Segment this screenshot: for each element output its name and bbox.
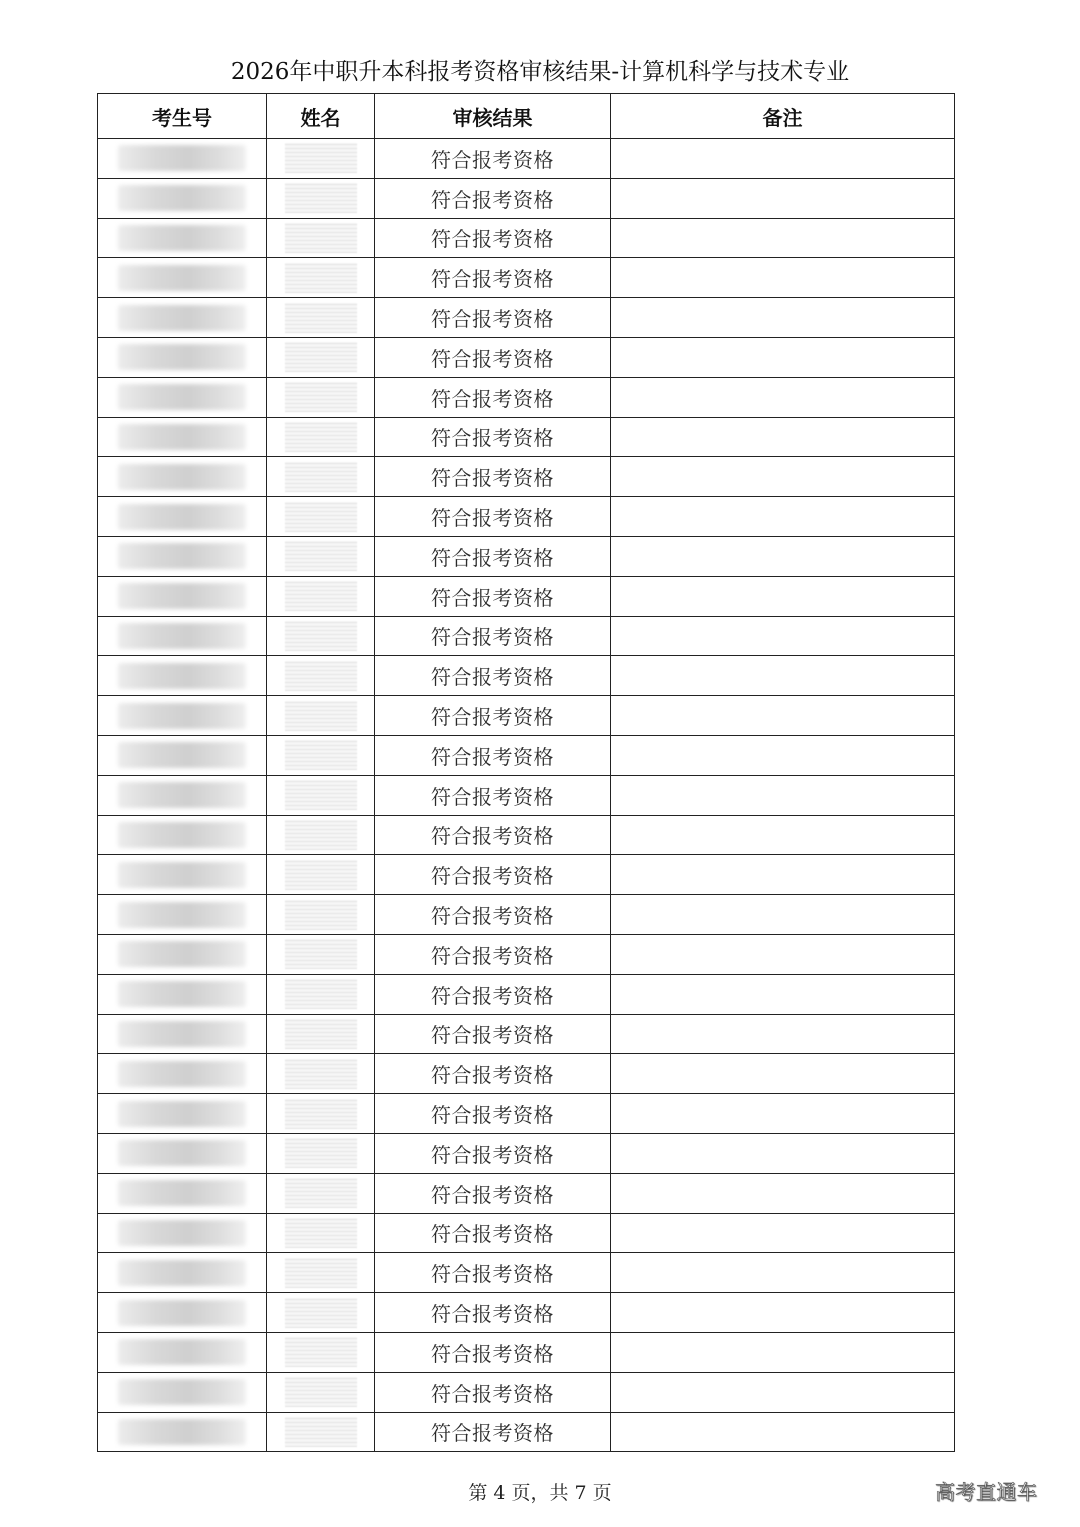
review-result-cell: 符合报考资格 (375, 974, 611, 1014)
redacted-candidate-number (118, 185, 246, 211)
candidate-number-cell (98, 656, 267, 696)
table-row (98, 656, 955, 696)
candidate-number-cell (98, 417, 267, 457)
table-row (98, 1253, 955, 1293)
document-title: 2026年中职升本科报考资格审核结果-计算机科学与技术专业 (230, 59, 850, 85)
review-result-cell: 符合报考资格 (375, 457, 611, 497)
remarks-cell (611, 417, 955, 457)
review-result-cell: 符合报考资格 (375, 656, 611, 696)
candidate-number-cell (98, 377, 267, 417)
redacted-name (285, 1178, 357, 1208)
candidate-number-cell (98, 815, 267, 855)
table-row (98, 696, 955, 736)
table-body (98, 139, 955, 1452)
review-result-cell: 符合报考资格 (375, 855, 611, 895)
remarks-cell (611, 1293, 955, 1333)
header-review-result: 审核结果 (375, 94, 611, 139)
redacted-name (285, 581, 357, 611)
remarks-cell (611, 1094, 955, 1134)
name-cell (267, 258, 375, 298)
name-cell (267, 934, 375, 974)
candidate-number-cell (98, 457, 267, 497)
review-result-cell: 符合报考资格 (375, 139, 611, 179)
redacted-name (285, 422, 357, 452)
remarks-cell (611, 974, 955, 1014)
review-result-cell: 符合报考资格 (375, 218, 611, 258)
review-result-cell: 符合报考资格 (375, 497, 611, 537)
redacted-candidate-number (118, 1061, 246, 1087)
table-row (98, 576, 955, 616)
table-row (98, 934, 955, 974)
remarks-cell (611, 735, 955, 775)
redacted-name (285, 1377, 357, 1407)
redacted-name (285, 342, 357, 372)
table-row (98, 855, 955, 895)
remarks-cell (611, 1133, 955, 1173)
candidate-number-cell (98, 337, 267, 377)
candidate-number-cell (98, 1253, 267, 1293)
remarks-cell (611, 1332, 955, 1372)
name-cell (267, 1412, 375, 1452)
review-result-cell: 符合报考资格 (375, 1332, 611, 1372)
table-row (98, 735, 955, 775)
redacted-candidate-number (118, 981, 246, 1007)
review-result-cell: 符合报考资格 (375, 775, 611, 815)
review-result-cell: 符合报考资格 (375, 1094, 611, 1134)
name-cell (267, 377, 375, 417)
name-cell (267, 218, 375, 258)
remarks-cell (611, 616, 955, 656)
candidate-number-cell (98, 497, 267, 537)
review-result-cell: 符合报考资格 (375, 895, 611, 935)
redacted-candidate-number (118, 703, 246, 729)
name-cell (267, 497, 375, 537)
table-row (98, 1293, 955, 1333)
table-row (98, 497, 955, 537)
review-result-cell: 符合报考资格 (375, 337, 611, 377)
table-row (98, 218, 955, 258)
table-row (98, 974, 955, 1014)
candidate-number-cell (98, 1014, 267, 1054)
redacted-candidate-number (118, 305, 246, 331)
remarks-cell (611, 934, 955, 974)
name-cell (267, 1293, 375, 1333)
redacted-name (285, 701, 357, 731)
candidate-number-cell (98, 1332, 267, 1372)
redacted-candidate-number (118, 902, 246, 928)
candidate-number-cell (98, 178, 267, 218)
table-row (98, 1213, 955, 1253)
redacted-name (285, 661, 357, 691)
table-row (98, 1014, 955, 1054)
review-result-cell: 符合报考资格 (375, 1412, 611, 1452)
redacted-candidate-number (118, 742, 246, 768)
redacted-candidate-number (118, 1379, 246, 1405)
review-result-cell: 符合报考资格 (375, 616, 611, 656)
name-cell (267, 337, 375, 377)
review-result-cell: 符合报考资格 (375, 178, 611, 218)
candidate-number-cell (98, 576, 267, 616)
remarks-cell (611, 815, 955, 855)
redacted-candidate-number (118, 663, 246, 689)
table-row (98, 139, 955, 179)
redacted-name (285, 223, 357, 253)
redacted-name (285, 263, 357, 293)
candidate-number-cell (98, 735, 267, 775)
redacted-candidate-number (118, 862, 246, 888)
redacted-candidate-number (118, 1101, 246, 1127)
table-row (98, 258, 955, 298)
redacted-name (285, 1417, 357, 1447)
redacted-name (285, 541, 357, 571)
redacted-candidate-number (118, 543, 246, 569)
table-row (98, 337, 955, 377)
remarks-cell (611, 656, 955, 696)
name-cell (267, 457, 375, 497)
candidate-number-cell (98, 895, 267, 935)
review-result-cell: 符合报考资格 (375, 1173, 611, 1213)
remarks-cell (611, 178, 955, 218)
table-row (98, 457, 955, 497)
name-cell (267, 1332, 375, 1372)
redacted-name (285, 621, 357, 651)
redacted-name (285, 1019, 357, 1049)
name-cell (267, 895, 375, 935)
name-cell (267, 536, 375, 576)
redacted-name (285, 740, 357, 770)
review-result-cell: 符合报考资格 (375, 1372, 611, 1412)
name-cell (267, 1173, 375, 1213)
review-result-cell: 符合报考资格 (375, 1213, 611, 1253)
remarks-cell (611, 576, 955, 616)
candidate-number-cell (98, 974, 267, 1014)
redacted-candidate-number (118, 1339, 246, 1365)
redacted-name (285, 1138, 357, 1168)
redacted-name (285, 303, 357, 333)
name-cell (267, 656, 375, 696)
redacted-name (285, 860, 357, 890)
review-result-cell: 符合报考资格 (375, 1054, 611, 1094)
redacted-name (285, 820, 357, 850)
table-row (98, 1133, 955, 1173)
remarks-cell (611, 775, 955, 815)
remarks-cell (611, 377, 955, 417)
name-cell (267, 1253, 375, 1293)
name-cell (267, 178, 375, 218)
name-cell (267, 1133, 375, 1173)
candidate-number-cell (98, 1133, 267, 1173)
remarks-cell (611, 218, 955, 258)
name-cell (267, 1372, 375, 1412)
review-result-cell: 符合报考资格 (375, 576, 611, 616)
candidate-number-cell (98, 139, 267, 179)
redacted-candidate-number (118, 464, 246, 490)
redacted-name (285, 1218, 357, 1248)
candidate-number-cell (98, 775, 267, 815)
redacted-name (285, 382, 357, 412)
candidate-number-cell (98, 1094, 267, 1134)
name-cell (267, 775, 375, 815)
remarks-cell (611, 1014, 955, 1054)
redacted-name (285, 1099, 357, 1129)
table-row (98, 1372, 955, 1412)
candidate-number-cell (98, 1372, 267, 1412)
redacted-candidate-number (118, 822, 246, 848)
redacted-candidate-number (118, 344, 246, 370)
review-result-cell: 符合报考资格 (375, 1133, 611, 1173)
table-row (98, 536, 955, 576)
review-result-cell: 符合报考资格 (375, 696, 611, 736)
redacted-candidate-number (118, 1220, 246, 1246)
redacted-candidate-number (118, 941, 246, 967)
watermark-logo-text: 高考直通车 (935, 1480, 1038, 1504)
remarks-cell (611, 1054, 955, 1094)
name-cell (267, 417, 375, 457)
remarks-cell (611, 1213, 955, 1253)
remarks-cell (611, 895, 955, 935)
redacted-candidate-number (118, 1300, 246, 1326)
redacted-candidate-number (118, 782, 246, 808)
redacted-name (285, 462, 357, 492)
candidate-number-cell (98, 298, 267, 338)
candidate-number-cell (98, 1213, 267, 1253)
table-row (98, 178, 955, 218)
redacted-candidate-number (118, 424, 246, 450)
table-row (98, 298, 955, 338)
candidate-number-cell (98, 1293, 267, 1333)
review-result-cell: 符合报考资格 (375, 934, 611, 974)
redacted-candidate-number (118, 1140, 246, 1166)
remarks-cell (611, 298, 955, 338)
table-row (98, 1173, 955, 1213)
name-cell (267, 298, 375, 338)
review-result-cell: 符合报考资格 (375, 258, 611, 298)
table-row (98, 1332, 955, 1372)
remarks-cell (611, 855, 955, 895)
name-cell (267, 815, 375, 855)
redacted-candidate-number (118, 1419, 246, 1445)
redacted-name (285, 502, 357, 532)
review-result-cell: 符合报考资格 (375, 1293, 611, 1333)
redacted-candidate-number (118, 225, 246, 251)
name-cell (267, 696, 375, 736)
name-cell (267, 576, 375, 616)
table-row (98, 377, 955, 417)
table-row (98, 1054, 955, 1094)
candidate-number-cell (98, 536, 267, 576)
redacted-name (285, 900, 357, 930)
redacted-candidate-number (118, 265, 246, 291)
candidate-number-cell (98, 855, 267, 895)
review-result-cell: 符合报考资格 (375, 735, 611, 775)
candidate-number-cell (98, 1054, 267, 1094)
table-row (98, 775, 955, 815)
review-results-table (97, 93, 955, 1452)
remarks-cell (611, 258, 955, 298)
header-name: 姓名 (267, 94, 375, 139)
review-result-cell: 符合报考资格 (375, 536, 611, 576)
redacted-candidate-number (118, 1021, 246, 1047)
review-result-cell: 符合报考资格 (375, 1014, 611, 1054)
name-cell (267, 1094, 375, 1134)
remarks-cell (611, 1253, 955, 1293)
name-cell (267, 1213, 375, 1253)
remarks-cell (611, 337, 955, 377)
header-remarks: 备注 (611, 94, 955, 139)
redacted-candidate-number (118, 1180, 246, 1206)
review-result-cell: 符合报考资格 (375, 298, 611, 338)
redacted-candidate-number (118, 583, 246, 609)
candidate-number-cell (98, 218, 267, 258)
redacted-name (285, 1337, 357, 1367)
table-header-row (98, 94, 955, 139)
candidate-number-cell (98, 696, 267, 736)
candidate-number-cell (98, 258, 267, 298)
redacted-candidate-number (118, 145, 246, 171)
candidate-number-cell (98, 1412, 267, 1452)
redacted-name (285, 1258, 357, 1288)
table-row (98, 616, 955, 656)
candidate-number-cell (98, 1173, 267, 1213)
redacted-candidate-number (118, 384, 246, 410)
redacted-candidate-number (118, 1260, 246, 1286)
candidate-number-cell (98, 934, 267, 974)
name-cell (267, 139, 375, 179)
redacted-candidate-number (118, 504, 246, 530)
review-result-cell: 符合报考资格 (375, 377, 611, 417)
remarks-cell (611, 1412, 955, 1452)
table-row (98, 1412, 955, 1452)
redacted-name (285, 143, 357, 173)
table-row (98, 895, 955, 935)
remarks-cell (611, 139, 955, 179)
remarks-cell (611, 457, 955, 497)
table-row (98, 1094, 955, 1134)
candidate-number-cell (98, 616, 267, 656)
review-result-cell: 符合报考资格 (375, 417, 611, 457)
remarks-cell (611, 497, 955, 537)
redacted-name (285, 979, 357, 1009)
redacted-name (285, 1059, 357, 1089)
page-number: 第 4 页，共 7 页 (468, 1482, 612, 1504)
header-candidate-number: 考生号 (98, 94, 267, 139)
name-cell (267, 1014, 375, 1054)
name-cell (267, 735, 375, 775)
name-cell (267, 974, 375, 1014)
name-cell (267, 1054, 375, 1094)
table-row (98, 417, 955, 457)
redacted-name (285, 1298, 357, 1328)
redacted-name (285, 939, 357, 969)
name-cell (267, 616, 375, 656)
remarks-cell (611, 1173, 955, 1213)
redacted-name (285, 183, 357, 213)
redacted-candidate-number (118, 623, 246, 649)
remarks-cell (611, 1372, 955, 1412)
review-result-cell: 符合报考资格 (375, 1253, 611, 1293)
review-result-cell: 符合报考资格 (375, 815, 611, 855)
redacted-name (285, 780, 357, 810)
remarks-cell (611, 696, 955, 736)
remarks-cell (611, 536, 955, 576)
table-row (98, 815, 955, 855)
name-cell (267, 855, 375, 895)
